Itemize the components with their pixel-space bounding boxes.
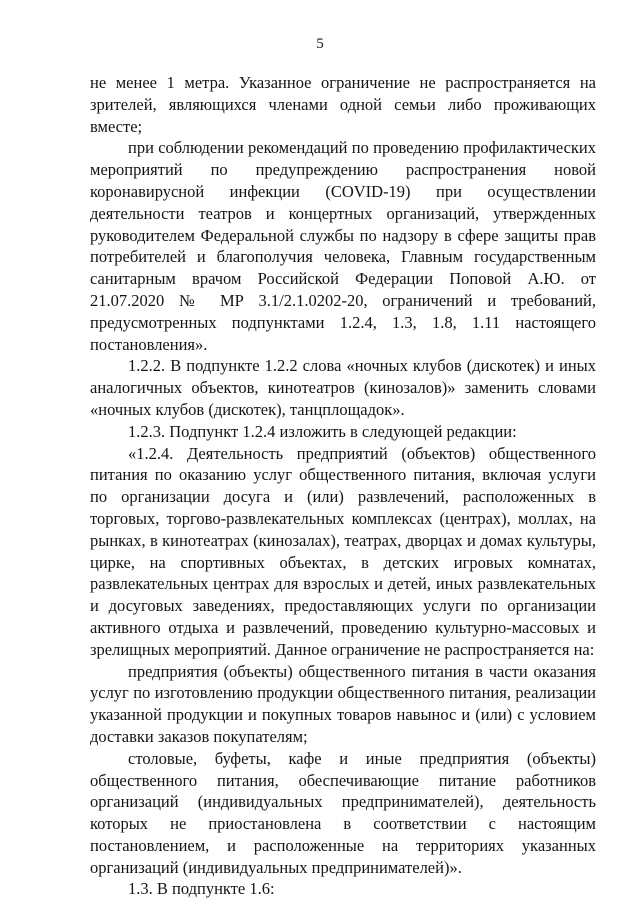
paragraph-1-2-4: «1.2.4. Деятельность предприятий (объектов) общественного питания по оказанию услуг общественного питания, включая услуги по организации досуга и (или) развлечений, расположенных в торговых, торгово-развлекательных комплексах (центрах), моллах, на рынках, в кинотеатрах (кинозалах), театрах, дворцах и домах культуры, цирке, на спортивных объектах, в детских игровых комнатах, развлекательных центрах для взрослых и детей, иных развлекательных и досуговых заведениях, предоставляющих услуги по организации активного отдыха и развлечений, проведению культурно-массовых и зрелищных мероприятий. Данное ограничение не распространяется на: bbox=[90, 443, 596, 659]
paragraph-1-3: 1.3. В подпункте 1.6: bbox=[128, 879, 275, 899]
document-body bbox=[90, 72, 596, 900]
paragraph-covid-recommendations: при соблюдении рекомендаций по проведению профилактических мероприятий по предупреждению распространения новой коронавирусной инфекции (COVID-19) при осуществлении деятельности театров и концертных организаций, утвержденных руководителем Федеральной службы по надзору в сфере защиты прав потребителей и благополучия человека, Главным государственным санитарным врачом Российской Федерации Поповой А.Ю. от 21.07.2020 № МР 3.1/2.1.0202-20, ограничений и требований, предусмотренных подпунктами 1.2.4, 1.3, 1.8, 1.11 настоящего постановления». bbox=[90, 138, 596, 354]
paragraph-exception-canteens: столовые, буфеты, кафе и иные предприятия (объекты) общественного питания, обеспечивающие питание работников организаций (индивидуальных предпринимателей), деятельность которых не приостановлена в соответствии с настоящим постановлением, и расположенные на территориях указанных организаций (индивидуальных предпринимателей)». bbox=[90, 748, 596, 877]
paragraph-1-2-3: 1.2.3. Подпункт 1.2.4 изложить в следующей редакции: bbox=[128, 421, 517, 441]
paragraph-exception-takeaway: предприятия (объекты) общественного питания в части оказания услуг по изготовлению продукции общественного питания, реализации указанной продукции и покупных товаров навынос и (или) с условием доставки заказов покупателям; bbox=[90, 661, 596, 746]
paragraph-1-2-2: 1.2.2. В подпункте 1.2.2 слова «ночных клубов (дискотек) и иных аналогичных объектов, кинотеатров (кинозалов)» заменить словами «ночных клубов (дискотек), танцплощадок». bbox=[90, 356, 596, 419]
page-number: 5 bbox=[316, 36, 324, 52]
paragraph-continuation: не менее 1 метра. Указанное ограничение не распространяется на зрителей, являющихся членами одной семьи либо проживающих вместе; bbox=[90, 73, 596, 136]
